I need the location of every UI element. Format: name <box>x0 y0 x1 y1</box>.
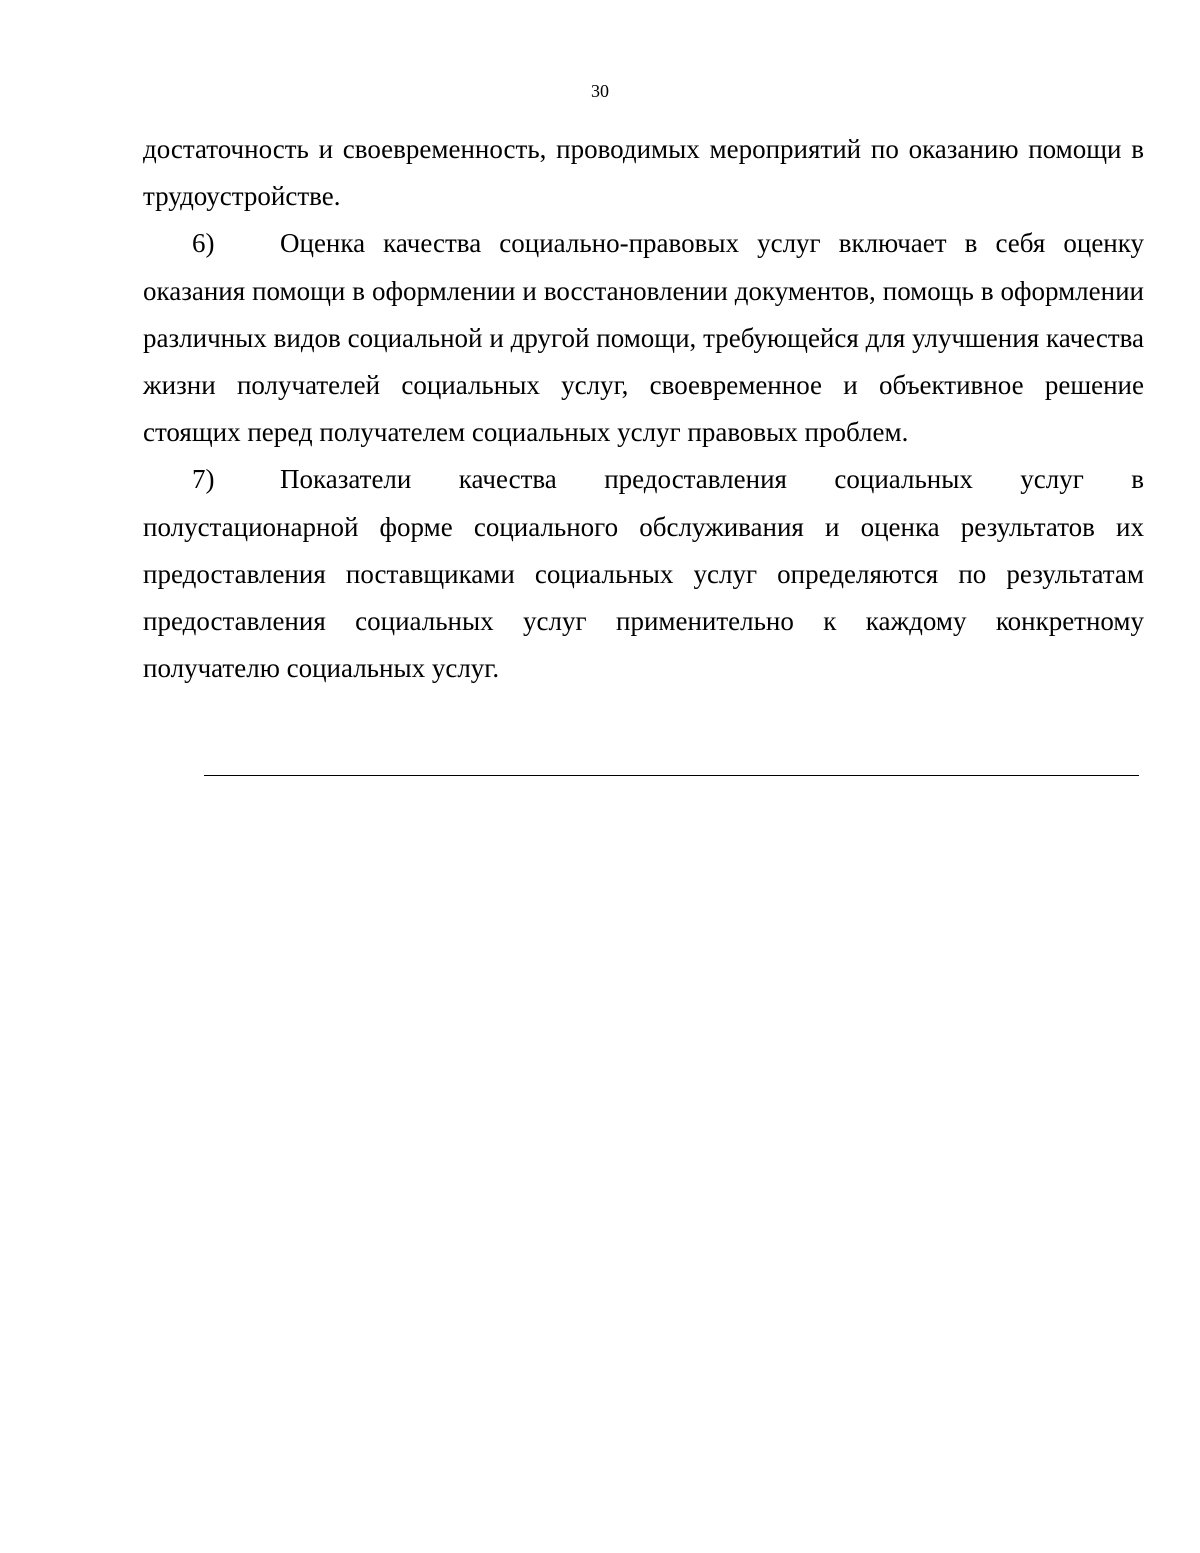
page-number: 30 <box>591 81 609 101</box>
paragraph-item-6 <box>143 220 1144 456</box>
paragraph-continuation <box>143 126 1144 220</box>
document-body <box>143 126 1144 692</box>
paragraph-number: 6) <box>192 228 215 259</box>
paragraph-item-7 <box>143 456 1144 692</box>
end-of-section-rule <box>204 775 1139 776</box>
paragraph-text: достаточность и своевременность, проводимых мероприятий по оказанию помощи в трудоустройстве. <box>143 134 1144 212</box>
paragraph-text: Показатели качества предоставления социальных услуг в полустационарной форме социального обслуживания и оценка результатов их предоставления поставщиками социальных услуг определяются по результатам предоставления социальных услуг применительно к каждому конкретному получателю социальных услуг. <box>143 464 1144 684</box>
paragraph-text: Оценка качества социально-правовых услуг включает в себя оценку оказания помощи в оформлении и восстановлении документов, помощь в оформлении различных видов социальной и другой помощи, требующейся для улучшения качества жизни получателей социальных услуг, своевременное и объективное решение стоящих перед получателем социальных услуг правовых проблем. <box>143 228 1144 448</box>
paragraph-number: 7) <box>192 464 215 495</box>
